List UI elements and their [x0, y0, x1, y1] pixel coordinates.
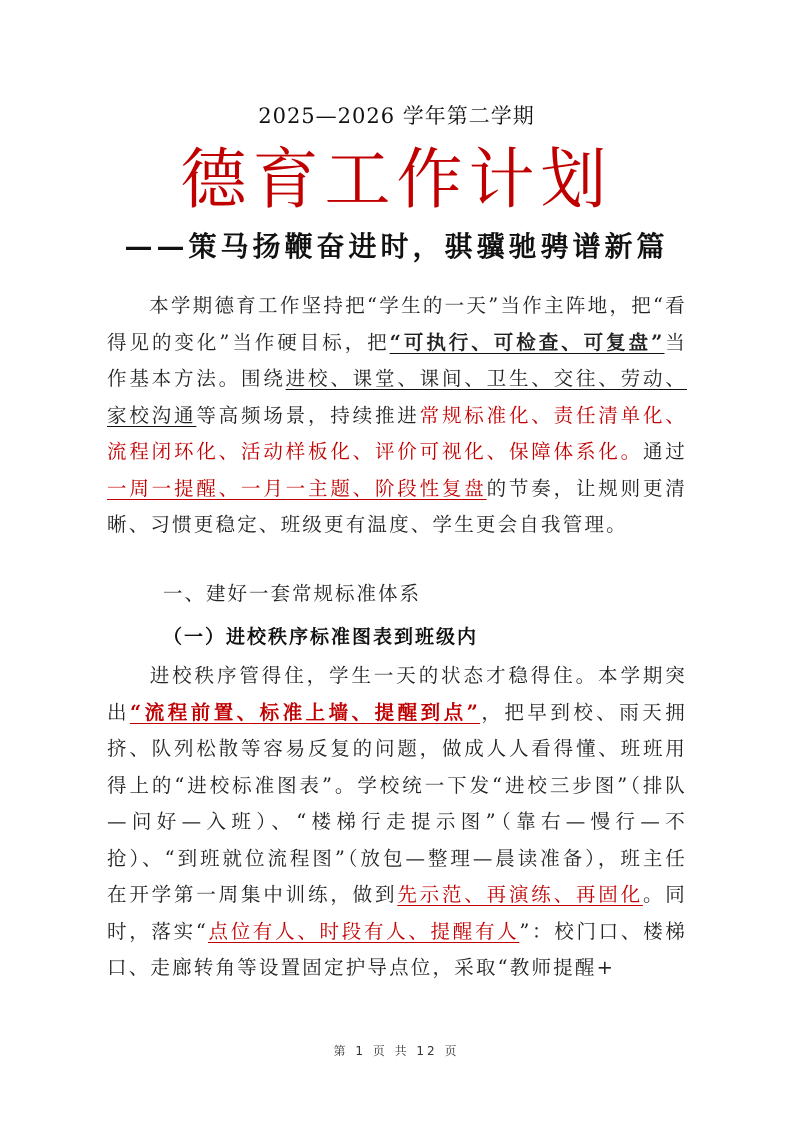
- intro-text-7: 通过: [642, 440, 687, 463]
- section-heading-1: 一、建好一套常规标准体系: [163, 582, 422, 605]
- sub-text-5: 。同时，落实“: [107, 883, 688, 943]
- intro-paragraph: [107, 288, 687, 544]
- intro-goals-red: 常规标准化、责任清单化、流程闭环化、活动样板化、评价可视化、保障体系化。: [107, 403, 687, 463]
- intro-text-9: 的节奏，让规则更清晰、习惯更稳定、班级更有温度、学生更会自我管理。: [107, 476, 687, 536]
- intro-text-5: 等高频场景，持续推进: [196, 403, 420, 427]
- sub-text-1: 进校秩序管得住，学生一天的状态才稳得住。本学期突出: [107, 664, 687, 724]
- intro-rhythm-red-underlined: 一周一提醒、一月一主题、阶段性复盘: [107, 476, 487, 500]
- document-tagline: ——策马扬鞭奋进时，骐骥驰骋谱新篇: [124, 230, 669, 263]
- intro-scenes-underlined: 进校、课堂、课间、卫生、交往、劳动、家校沟通: [107, 367, 687, 427]
- sub-principle-red-underlined: “流程前置、标准上墙、提醒到点”: [130, 700, 481, 724]
- intro-method-underlined: “可执行、可检查、可复盘”: [389, 330, 665, 354]
- subsection-paragraph: [107, 658, 687, 987]
- sub-duty-red-underlined: 点位有人、时段有人、提醒有人: [208, 919, 520, 943]
- page-footer: 第 1 页 共 12 页: [333, 1044, 460, 1058]
- sub-text-3: ，把早到校、雨天拥挤、队列松散等容易反复的问题，做成人人看得懂、班班用得上的“进校标准图表”。学校统一下发“进校三步图”（排队—问好—入班）、“楼梯行走提示图”（靠右—慢行—不抢）、“到班就位流程图”（放包—整理—晨读准备），班主任在开学第一周集中训练，做到: [107, 700, 687, 906]
- sub-training-red-underlined: 先示范、再演练、再固化: [397, 883, 643, 906]
- term-subtitle: 2025—2026 学年第二学期: [258, 104, 535, 128]
- document-title: 德育工作计划: [180, 141, 613, 218]
- sub-text-7: ”：校门口、楼梯口、走廊转角等设置固定护导点位，采取“教师提醒+: [107, 919, 687, 979]
- subsection-heading-1: （一）进校秩序标准图表到班级内: [163, 626, 479, 648]
- intro-text-3: 当作基本方法。围绕: [107, 330, 687, 390]
- intro-text-1: 本学期德育工作坚持把“学生的一天”当作主阵地，把“看得见的变化”当作硬目标，把: [107, 294, 687, 354]
